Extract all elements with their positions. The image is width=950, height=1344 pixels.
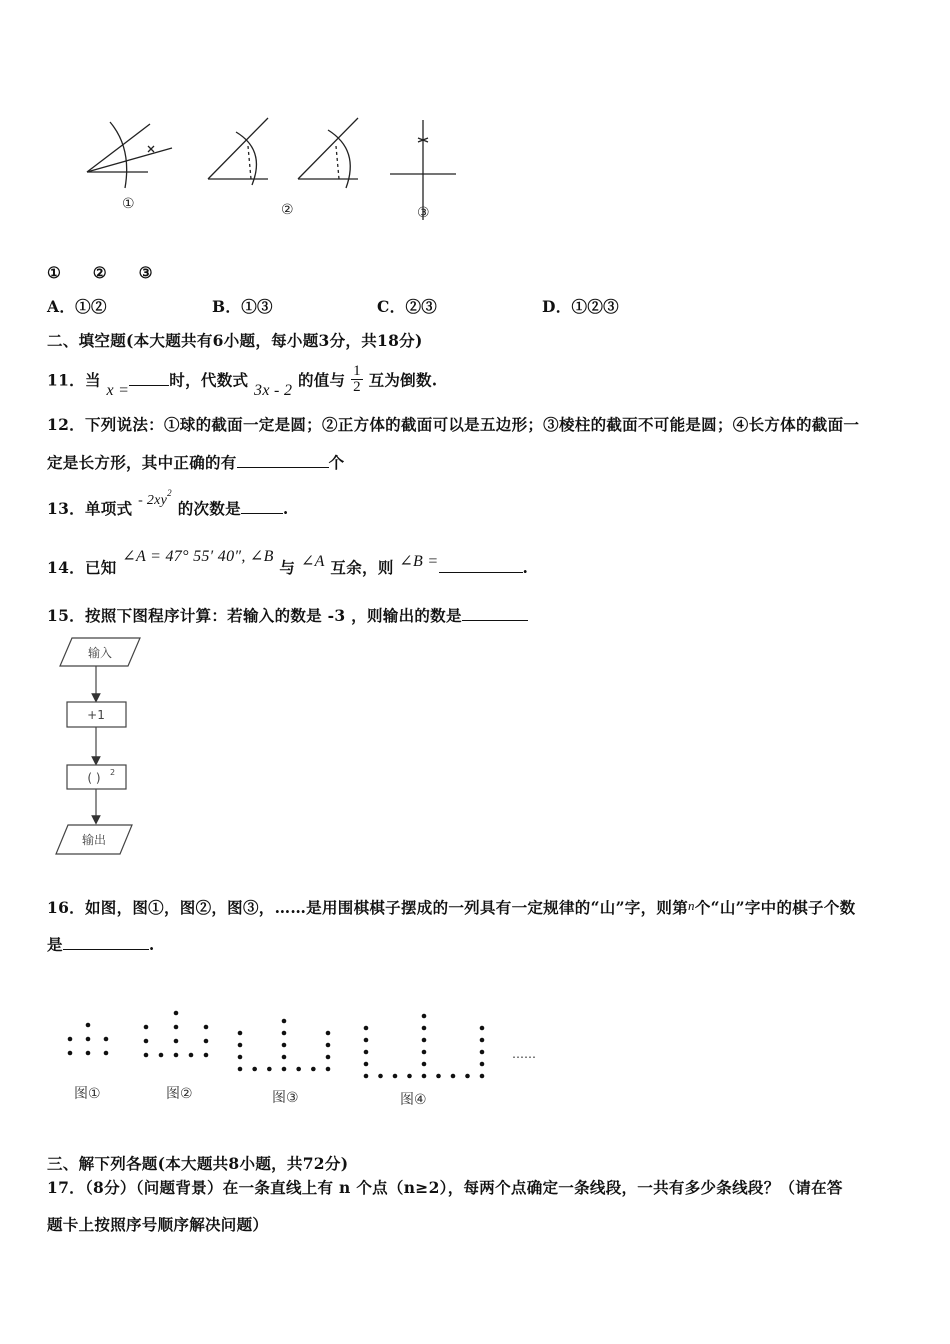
pattern-1-dot xyxy=(104,1051,109,1056)
pattern-4-dot xyxy=(451,1074,456,1079)
question-16-line-1: 16．如图，图①，图②，图③，……是用围棋棋子摆成的一列具有一定规律的“山”字，则第n个“山”字中的棋子个数 xyxy=(47,898,856,917)
pattern-3-dot xyxy=(311,1067,316,1072)
construction-figure-3 xyxy=(298,118,358,188)
pattern-2-dot xyxy=(144,1039,149,1044)
pattern-label-1: 图① xyxy=(74,1086,101,1102)
section-3-title: 三、解下列各题(本大题共8小题，共72分) xyxy=(47,1154,349,1173)
flowchart-step-2-label: ( ) xyxy=(87,771,101,785)
pattern-1-dot xyxy=(104,1037,109,1042)
question-14: 14．已知 ∠A = 47° 55′ 40″, ∠B 与 ∠A 互余，则 ∠B = . xyxy=(47,548,529,577)
question-15: 15．按照下图程序计算：若输入的数是 -3 ，则输出的数是 xyxy=(47,604,528,626)
pattern-2-dot xyxy=(159,1053,164,1058)
pattern-2-dot xyxy=(144,1025,149,1030)
mountain-pattern-figure xyxy=(50,985,570,1115)
pattern-4-dot xyxy=(422,1062,427,1067)
flowchart-step-1-label: +1 xyxy=(87,708,105,722)
pattern-1-dot xyxy=(68,1051,73,1056)
q10-circles: ① ② ③ xyxy=(47,263,153,282)
figure-label-2: ② xyxy=(281,202,294,218)
pattern-3-dot xyxy=(282,1067,287,1072)
pattern-3-dot xyxy=(326,1031,331,1036)
pattern-4-dot xyxy=(378,1074,383,1079)
pattern-3-dot xyxy=(238,1067,243,1072)
pattern-1-dot xyxy=(86,1037,91,1042)
pattern-1-dot xyxy=(86,1023,91,1028)
question-16-line-2: 是 . xyxy=(47,935,155,954)
figure-label-3: ③ xyxy=(417,205,430,221)
pattern-4-dot xyxy=(393,1074,398,1079)
flowchart xyxy=(50,632,150,862)
pattern-3-dot xyxy=(252,1067,257,1072)
option-b: B．①③ xyxy=(212,297,273,316)
pattern-3-dot xyxy=(296,1067,301,1072)
question-11: 11．当 x =时，代数式 3x - 2 的值与 $\frac{1}{2}$ 互为倒数. xyxy=(47,363,438,399)
option-a: A．①② xyxy=(47,297,107,316)
pattern-3-dot xyxy=(326,1043,331,1048)
construction-figure-1 xyxy=(87,122,172,188)
flowchart-input-label: 输入 xyxy=(87,646,113,660)
pattern-4-dot xyxy=(465,1074,470,1079)
pattern-4-dot xyxy=(364,1062,369,1067)
pattern-label-2: 图② xyxy=(166,1086,193,1102)
pattern-4-dot xyxy=(364,1038,369,1043)
flowchart-step-2-exponent: 2 xyxy=(110,768,116,777)
pattern-3-dot xyxy=(238,1031,243,1036)
pattern-2-dot xyxy=(204,1025,209,1030)
pattern-label-4: 图④ xyxy=(400,1092,427,1108)
pattern-2-dot xyxy=(204,1053,209,1058)
question-12-line-1: 12．下列说法：①球的截面一定是圆；②正方体的截面可以是五边形；③棱柱的截面不可能是圆；④长方体的截面一 xyxy=(47,415,860,434)
pattern-4-dot xyxy=(480,1038,485,1043)
pattern-3-dot xyxy=(326,1055,331,1060)
pattern-2-dot xyxy=(189,1053,194,1058)
section-2-title: 二、填空题(本大题共有6小题，每小题3分，共18分) xyxy=(47,331,423,350)
construction-figures xyxy=(70,110,470,225)
question-12-line-2: 定是长方形，其中正确的有 个 xyxy=(47,453,345,472)
pattern-4-dot xyxy=(480,1062,485,1067)
pattern-3-dot xyxy=(282,1055,287,1060)
pattern-4-dot xyxy=(480,1026,485,1031)
flowchart-output-label: 输出 xyxy=(81,833,107,847)
pattern-3-dot xyxy=(238,1055,243,1060)
pattern-4-dot xyxy=(422,1026,427,1031)
pattern-4-dot xyxy=(422,1050,427,1055)
pattern-3-dot xyxy=(282,1019,287,1024)
construction-figure-2 xyxy=(208,118,268,185)
pattern-label-3: 图③ xyxy=(272,1090,299,1106)
figure-label-1: ① xyxy=(122,196,135,212)
pattern-3-dot xyxy=(282,1043,287,1048)
pattern-4-dot xyxy=(436,1074,441,1079)
pattern-3-dot xyxy=(326,1067,331,1072)
pattern-1-dot xyxy=(86,1051,91,1056)
pattern-2-dot xyxy=(204,1039,209,1044)
pattern-2-dot xyxy=(174,1011,179,1016)
pattern-4-dot xyxy=(364,1026,369,1031)
pattern-4-dot xyxy=(407,1074,412,1079)
pattern-4-dot xyxy=(480,1074,485,1079)
question-17-line-1: 17．（8分）（问题背景）在一条直线上有 n 个点（n≥2），每两个点确定一条线段，一共有多少条线段？（请在答 xyxy=(47,1178,843,1197)
pattern-2-dot xyxy=(174,1025,179,1030)
pattern-3-dot xyxy=(238,1043,243,1048)
pattern-2-dot xyxy=(144,1053,149,1058)
option-d: D．①②③ xyxy=(542,297,619,316)
option-c: C．②③ xyxy=(377,297,438,316)
pattern-1-dot xyxy=(68,1037,73,1042)
question-13: 13．单项式 - $2xy^2$ 的次数是 . xyxy=(47,487,289,518)
pattern-4-dot xyxy=(480,1050,485,1055)
pattern-3-dot xyxy=(267,1067,272,1072)
pattern-3-dot xyxy=(282,1031,287,1036)
question-17-line-2: 题卡上按照序号顺序解决问题） xyxy=(47,1215,269,1234)
pattern-2-dot xyxy=(174,1053,179,1058)
pattern-4-dot xyxy=(422,1038,427,1043)
pattern-4-dot xyxy=(422,1014,427,1019)
pattern-4-dot xyxy=(364,1050,369,1055)
pattern-ellipsis: …… xyxy=(512,1047,536,1061)
pattern-2-dot xyxy=(174,1039,179,1044)
pattern-4-dot xyxy=(422,1074,427,1079)
pattern-4-dot xyxy=(364,1074,369,1079)
